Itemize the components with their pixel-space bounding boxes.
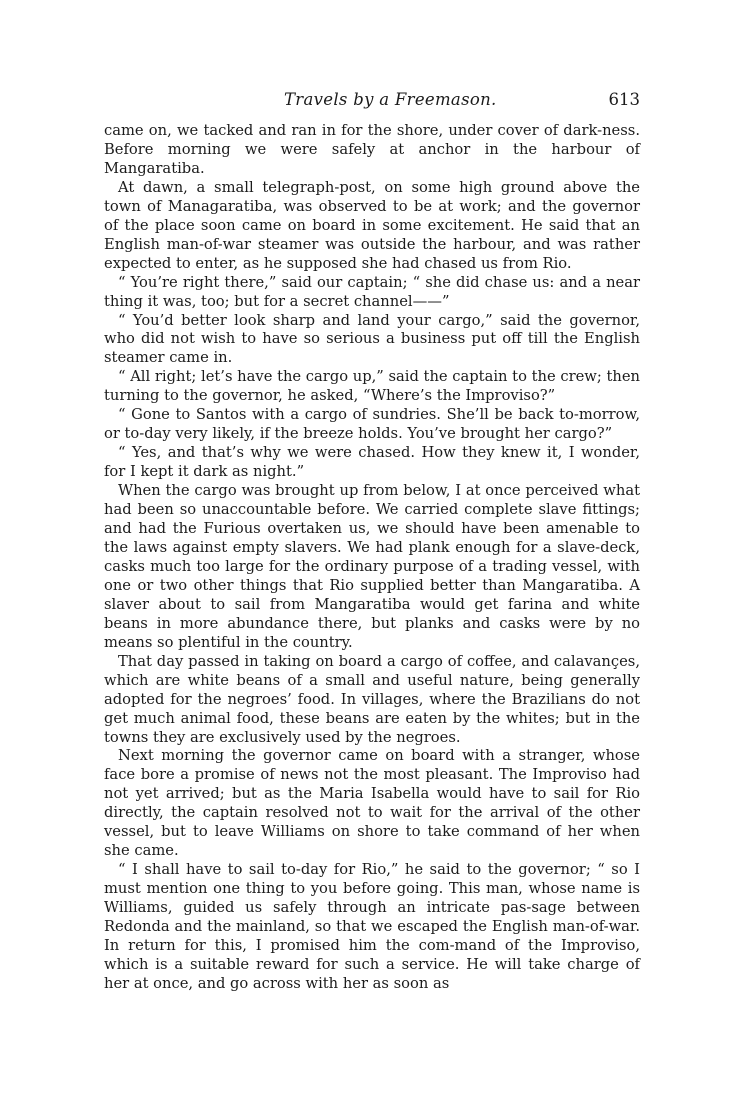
paragraph: Next morning the governor came on board with a stranger, whose face bore a promise of news not the most pleasant. The Improviso had not yet arrived; but as the Maria Isabella would have to sail for Rio directly, the captain resolved not to wait for the arrival of the other vessel, but to leave Williams on shore to take command of her when she came. <box>104 747 640 860</box>
paragraph: That day passed in taking on board a cargo of coffee, and calavanҫes, which are white beans of a small and useful nature, being generally adopted for the negroes’ food. In villages, where the Brazilians do not get much animal food, these beans are eaten by the whites; but in the towns they are exclusively used by the negroes. <box>104 652 640 746</box>
paragraph: “ All right; let’s have the cargo up,” said the captain to the crew; then turning to the governor, he asked, “Where’s the Improviso?” <box>104 368 640 405</box>
running-title: Travels by a Freemason. <box>284 90 497 109</box>
page-number: 613 <box>608 90 640 109</box>
paragraph: “ You’d better look sharp and land your cargo,” said the governor, who did not wish to have so serious a business put off till the English steamer came in. <box>104 311 640 367</box>
paragraph: came on, we tacked and ran in for the shore, under cover of dark-ness. Before morning we were safely at anchor in the harbour of Mangaratiba. <box>104 122 640 177</box>
paragraph: At dawn, a small telegraph-post, on some high ground above the town of Managaratiba, was observed to be at work; and the governor of the place soon came on board in some excitement. He said that an English man-of-war steamer was outside the harbour, and was rather expected to enter, as he supposed she had chased us from Rio. <box>104 178 640 272</box>
page-body <box>104 122 640 994</box>
paragraph: “ Gone to Santos with a cargo of sundries. She’ll be back to-morrow, or to-day very likely, if the breeze holds. You’ve brought her cargo?” <box>104 406 640 443</box>
paragraph: When the cargo was brought up from below, I at once perceived what had been so unaccountable before. We carried complete slave fittings; and had the Furious overtaken us, we should have been amenable to the laws against empty slavers. We had plank enough for a slave-deck, casks much too large for the ordinary purpose of a trading vessel, with one or two other things that Rio supplied better than Mangaratiba. A slaver about to sail from Mangaratiba would get farina and white beans in more abundance there, but planks and casks were by no means so plentiful in the country. <box>104 482 640 651</box>
paragraph: “ You’re right there,” said our captain; “ she did chase us: and a near thing it was, too; but for a secret channel——” <box>104 273 640 310</box>
paragraph: “ Yes, and that’s why we were chased. How they knew it, I wonder, for I kept it dark as night.” <box>104 444 640 481</box>
paragraph: “ I shall have to sail to-day for Rio,” he said to the governor; “ so I must mention one thing to you before going. This man, whose name is Williams, guided us safely through an intricate pas-sage between Redonda and the mainland, so that we escaped the English man-of-war. In return for this, I promised him the com-mand of the Improviso, which is a suitable reward for such a service. He will take charge of her at once, and go across with her as soon as <box>104 861 640 992</box>
page-header <box>104 90 644 114</box>
